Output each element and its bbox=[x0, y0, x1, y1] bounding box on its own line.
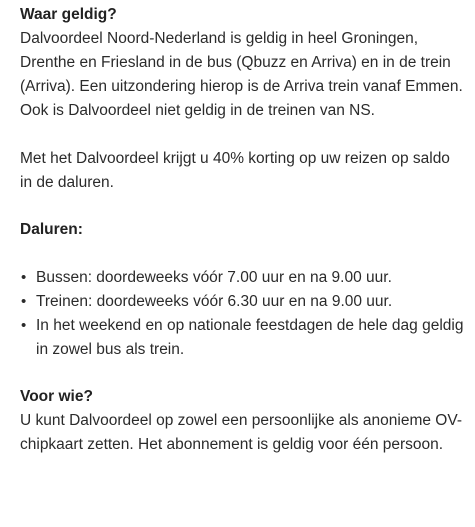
heading-daluren: Daluren: bbox=[20, 221, 83, 238]
bullet-icon: • bbox=[21, 317, 27, 334]
list-item-text: In het weekend en op nationale feestdagen de hele dag geldig in zowel bus als trein. bbox=[36, 317, 464, 358]
list-item bbox=[20, 314, 465, 362]
daluren-list bbox=[20, 266, 465, 362]
section-waar-geldig bbox=[20, 0, 465, 123]
section-daluren bbox=[20, 218, 465, 362]
list-item bbox=[20, 266, 465, 290]
list-item bbox=[20, 290, 465, 314]
heading-voor-wie: Voor wie? bbox=[20, 388, 93, 405]
list-item-text: Treinen: doordeweeks vóór 6.30 uur en na 9.00 uur. bbox=[36, 293, 393, 310]
paragraph-waar-geldig: Dalvoordeel Noord-Nederland is geldig in heel Groningen, Drenthe en Friesland in de bus (Qbuzz en Arriva) en in de trein (Arriva). Een uitzondering hierop is de Arriva trein vanaf Emmen. Ook is Dalvoordeel niet geldig in de treinen van NS. bbox=[20, 30, 463, 119]
paragraph-voor-wie: U kunt Dalvoordeel op zowel een persoonlijke als anonieme OV-chipkaart zetten. Het abonnement is geldig voor één persoon. bbox=[20, 412, 462, 453]
bullet-icon: • bbox=[21, 269, 27, 286]
bullet-icon: • bbox=[21, 293, 27, 310]
list-item-text: Bussen: doordeweeks vóór 7.00 uur en na 9.00 uur. bbox=[36, 269, 392, 286]
section-korting bbox=[20, 147, 465, 195]
paragraph-korting: Met het Dalvoordeel krijgt u 40% korting op uw reizen op saldo in de daluren. bbox=[20, 150, 450, 191]
section-voor-wie bbox=[20, 385, 465, 457]
heading-waar-geldig: Waar geldig? bbox=[20, 6, 117, 23]
